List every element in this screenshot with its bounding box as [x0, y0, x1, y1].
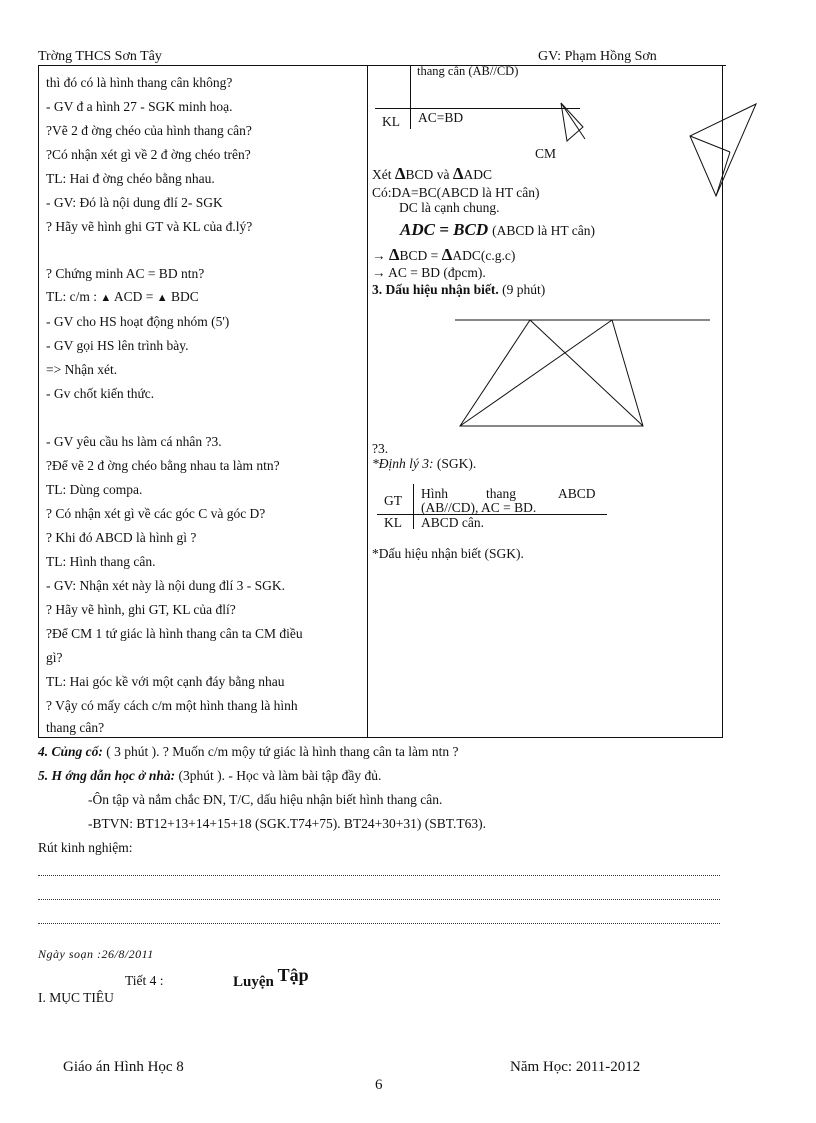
consolidate-line [38, 744, 459, 760]
left-line: TL: Hai đ ờng chéo bằng nhau. [46, 171, 215, 186]
left-line: - GV đ a hình 27 - SGK minh hoạ. [46, 99, 233, 114]
gt2-line2: (AB//CD), AC = BD. [421, 500, 537, 515]
table-left-border [38, 65, 39, 737]
footer-right: Năm Học: 2011-2012 [510, 1059, 641, 1075]
triangle-icon: Δ [452, 164, 464, 183]
arrow1-b: ADC(c.g.c) [452, 248, 516, 263]
review-line: -Ôn tập và nắm chắc ĐN, T/C, dấu hiệu nhận biết hình thang cân. [88, 792, 443, 807]
experience-label: Rút kinh nghiệm: [38, 840, 133, 855]
triangle-icon: ▲ [100, 292, 112, 304]
angle-equation: ADC = BCD [400, 220, 489, 239]
xet-adc: ADC [463, 167, 492, 182]
homework-line: -BTVN: BT12+13+14+15+18 (SGK.T74+75). BT24+30+31) (SBT.T63). [88, 816, 487, 831]
left-line: - GV: Nhận xét này là nội dung đlí 3 - SGK. [46, 578, 285, 593]
arrow1-a: BCD = [399, 248, 439, 263]
small-figure [555, 95, 595, 150]
left-line: gì? [46, 650, 63, 665]
arrow-right-icon: → [372, 248, 386, 263]
xet-line [372, 164, 492, 184]
xet-and: và [436, 167, 450, 182]
triangle-icon: Δ [394, 164, 406, 183]
header-rule [38, 65, 726, 66]
q3-label: ?3. [372, 441, 389, 456]
header-school: Trờng THCS Sơn Tây [38, 49, 162, 64]
left-line: - GV gọi HS lên trình bày. [46, 338, 189, 353]
triangle-icon: Δ [441, 245, 453, 264]
arrow2-line [372, 265, 486, 281]
left-line: ? Vậy có mấy cách c/m một hình thang là hình [46, 698, 298, 713]
dotted-line [38, 899, 720, 900]
dotted-line [38, 875, 720, 876]
left-line: - Gv chốt kiến thức. [46, 386, 155, 401]
table-middle-border [367, 65, 368, 737]
theorem3-source: (SGK). [436, 456, 477, 471]
triangle-icon: ▲ [156, 292, 168, 304]
gt2-word-c: ABCD [558, 486, 596, 501]
theorem3-label: *Định lý 3: [372, 456, 434, 471]
xet-prefix: Xét [372, 167, 392, 182]
left-line: ? Hãy vẽ hình, ghi GT, KL của đlí? [46, 602, 236, 617]
section3-line [372, 282, 545, 298]
left-line: ?Để vẽ 2 đ ờng chéo bằng nhau ta làm ntn? [46, 458, 280, 473]
trapezoid-figure [450, 312, 715, 432]
left-line: thang cân? [46, 720, 105, 735]
left-line: ? Khi đó ABCD là hình gì ? [46, 530, 197, 545]
cm-label: CM [535, 146, 557, 161]
arrow-right-icon: → [372, 265, 386, 280]
kl2-value: ABCD cân. [421, 515, 484, 530]
lesson-number: Tiết 4 : [125, 973, 164, 988]
lesson-title-b: Tập [277, 965, 309, 985]
dotted-line [38, 923, 720, 924]
footer-left: Giáo án Hình Học 8 [63, 1059, 184, 1075]
gt2-word-a: Hình [421, 486, 448, 501]
left-line: TL: Hai góc kề với một cạnh đáy bằng nhau [46, 674, 285, 689]
left-line: - GV: Đó là nội dung đlí 2- SGK [46, 195, 223, 210]
left-line-proof [46, 289, 199, 305]
left-line: ? Hãy vẽ hình ghi GT và KL của đ.lý? [46, 219, 253, 234]
gt2-word-b: thang [486, 486, 516, 501]
angle-line [400, 220, 595, 240]
page-number: 6 [375, 1077, 383, 1093]
consolidate-label: 4. Củng cố: [38, 744, 103, 759]
dc-line: DC là cạnh chung. [399, 200, 500, 215]
gt-kl-divider [410, 65, 411, 129]
left-line: => Nhận xét. [46, 362, 118, 377]
kl2-label: KL [384, 515, 402, 530]
gt-continuation: thang cân (AB//CD) [417, 64, 519, 78]
objectives-heading: I. MỤC TIÊU [38, 990, 114, 1005]
section3-time: (9 phút) [502, 282, 546, 297]
home-text: (3phút ). - Học và làm bài tập đầy đủ. [178, 768, 382, 783]
left-line: ?Có nhận xét gì về 2 đ ờng chéo trên? [46, 147, 251, 162]
gt2-divider [413, 484, 414, 529]
left-line: TL: Hình thang cân. [46, 554, 156, 569]
co-line: Có:DA=BC(ABCD là HT cân) [372, 185, 540, 200]
lesson-title [233, 965, 309, 991]
lesson-title-a: Luyện [233, 974, 274, 990]
left-line: TL: Dùng compa. [46, 482, 143, 497]
kl-label: KL [382, 114, 400, 129]
arrow1-line [372, 245, 515, 265]
triangle-figure [670, 100, 762, 200]
gt2-label: GT [384, 493, 402, 508]
left-line: thì đó có là hình thang cân không? [46, 75, 233, 90]
left-line: ?Để CM 1 tứ giác là hình thang cân ta CM điều [46, 626, 303, 641]
arrow2-text: AC = BD (đpcm). [388, 265, 486, 280]
proof-prefix: TL: c/m : [46, 289, 97, 304]
left-line: ?Vẽ 2 đ ờng chéo của hình thang cân? [46, 123, 252, 138]
home-label: 5. H ớng dẫn học ở nhà: [38, 768, 176, 783]
header-teacher: GV: Phạm Hồng Sơn [538, 49, 657, 64]
consolidate-text: ( 3 phút ). ? Muốn c/m mộy tứ giác là hình thang cân ta làm ntn ? [106, 744, 459, 759]
triangle-icon: Δ [388, 245, 400, 264]
left-line: - GV yêu cầu hs làm cá nhân ?3. [46, 434, 222, 449]
kl-value: AC=BD [418, 110, 464, 125]
table-bottom-border [38, 737, 723, 738]
sign-note: *Dấu hiệu nhận biết (SGK). [372, 546, 524, 561]
left-line: - GV cho HS hoạt động nhóm (5') [46, 314, 230, 329]
gt-kl-rule [375, 108, 580, 109]
section3-title: 3. Dấu hiệu nhận biết. [372, 282, 499, 297]
angle-reason: (ABCD là HT cân) [492, 223, 595, 238]
left-line: ? Chứng minh AC = BD ntn? [46, 266, 205, 281]
theorem3-line [372, 456, 476, 472]
left-line: ? Có nhận xét gì về các góc C và góc D? [46, 506, 266, 521]
proof-acd: ACD = [113, 289, 154, 304]
date-line: Ngày soạn :26/8/2011 [38, 947, 154, 961]
xet-bcd: BCD [405, 167, 434, 182]
home-line [38, 768, 381, 784]
proof-bdc: BDC [171, 289, 199, 304]
